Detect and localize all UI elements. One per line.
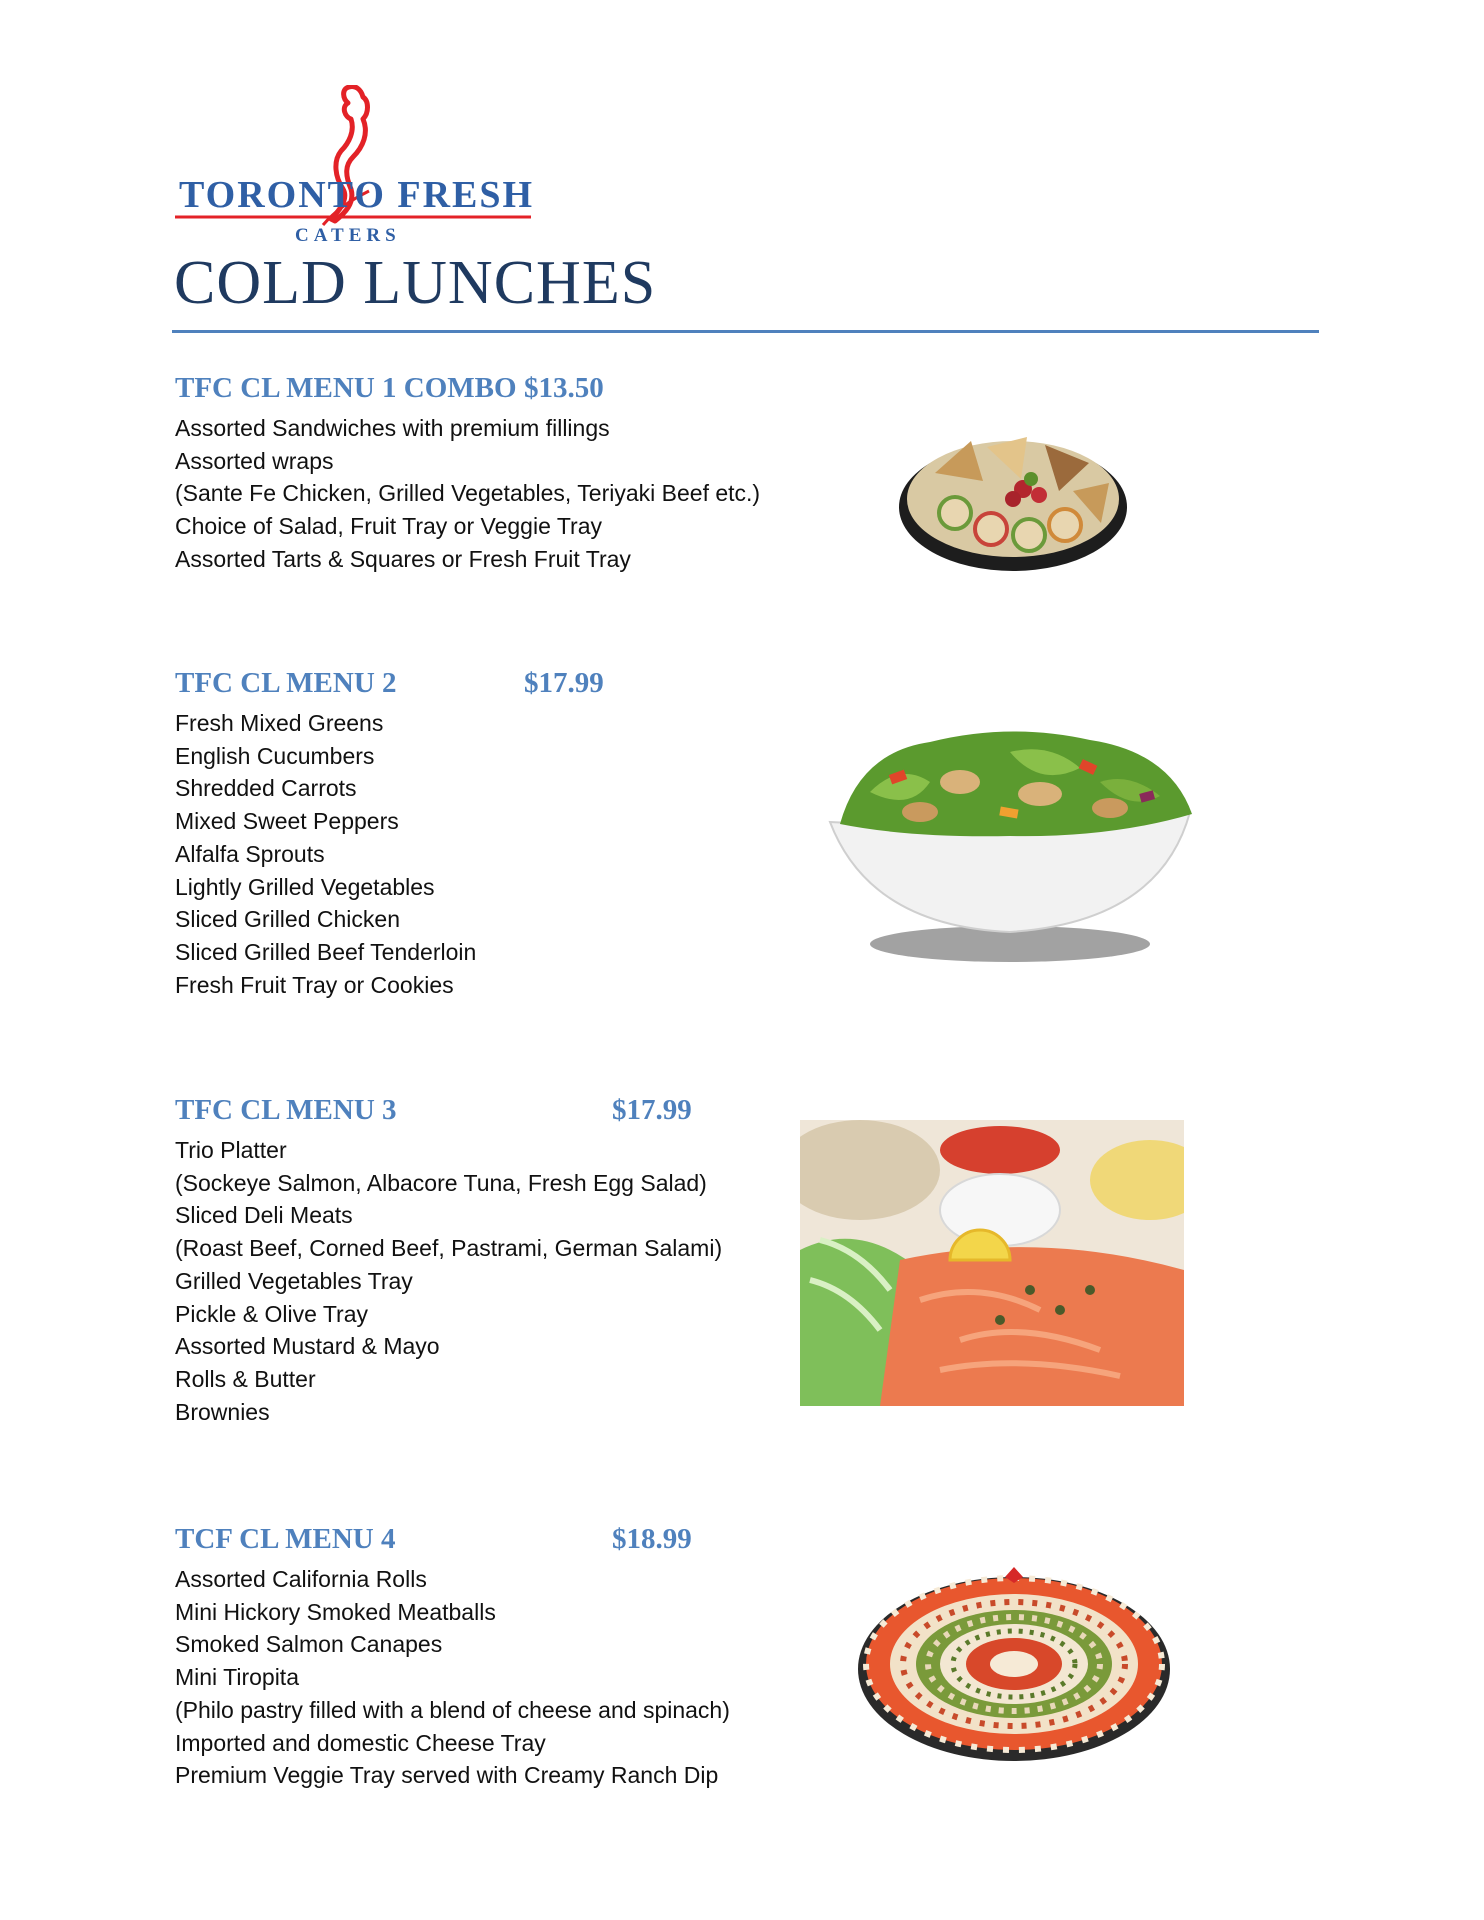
list-item: Mixed Sweet Peppers (175, 808, 399, 835)
menu-4-title: TCF CL MENU 4 (175, 1523, 396, 1555)
sandwich-platter-photo (895, 395, 1130, 575)
menu-3-title: TFC CL MENU 3 (175, 1094, 397, 1126)
brand-logo (173, 85, 535, 250)
list-item: (Sockeye Salmon, Albacore Tuna, Fresh Egg Salad) (175, 1169, 707, 1196)
list-item: Pickle & Olive Tray (175, 1300, 368, 1327)
list-item: Assorted Mustard & Mayo (175, 1333, 440, 1360)
menu-4-items (175, 1563, 730, 1792)
list-item: Assorted Tarts & Squares or Fresh Fruit Tray (175, 545, 631, 572)
list-item: Alfalfa Sprouts (175, 840, 325, 867)
list-item: Mini Hickory Smoked Meatballs (175, 1598, 496, 1625)
list-item: Fresh Fruit Tray or Cookies (175, 971, 454, 998)
list-item: (Sante Fe Chicken, Grilled Vegetables, Teriyaki Beef etc.) (175, 480, 761, 507)
list-item: (Philo pastry filled with a blend of cheese and spinach) (175, 1696, 730, 1723)
menu-2-items (175, 707, 476, 1001)
menu-2-title: TFC CL MENU 2 (175, 667, 397, 699)
menu-4-price: $18.99 (612, 1523, 692, 1555)
smoked-salmon-platter-photo (800, 1120, 1184, 1406)
list-item: Smoked Salmon Canapes (175, 1631, 443, 1658)
brand-wordmark: TORONTO FRESH (179, 174, 535, 216)
list-item: Premium Veggie Tray served with Creamy Ranch Dip (175, 1762, 719, 1789)
list-item: Sliced Grilled Chicken (175, 906, 400, 933)
list-item: Imported and domestic Cheese Tray (175, 1729, 546, 1756)
list-item: Lightly Grilled Vegetables (175, 873, 435, 900)
menu-2-price: $17.99 (524, 667, 604, 699)
list-item: Trio Platter (175, 1137, 287, 1163)
list-item: Sliced Grilled Beef Tenderloin (175, 938, 477, 965)
menu-3-price: $17.99 (612, 1094, 692, 1126)
brand-caters: CATERS (295, 225, 401, 246)
list-item: Mini Tiropita (175, 1664, 299, 1691)
title-divider (172, 330, 1319, 333)
list-item: English Cucumbers (175, 742, 375, 769)
salad-bowl-photo (810, 712, 1205, 967)
list-item: Sliced Deli Meats (175, 1202, 353, 1229)
list-item: Assorted wraps (175, 447, 334, 474)
menu-1-items (175, 412, 760, 576)
menu-1-price: $13.50 (524, 372, 604, 404)
list-item: Shredded Carrots (175, 775, 357, 802)
menu-3-items (175, 1134, 722, 1428)
menu-1-title: TFC CL MENU 1 COMBO (175, 372, 517, 404)
sushi-platter-photo (855, 1565, 1173, 1763)
page-title: COLD LUNCHES (174, 249, 657, 317)
list-item: Fresh Mixed Greens (175, 710, 384, 736)
list-item: (Roast Beef, Corned Beef, Pastrami, German Salami) (175, 1235, 723, 1262)
list-item: Grilled Vegetables Tray (175, 1267, 413, 1294)
list-item: Assorted California Rolls (175, 1566, 427, 1592)
list-item: Brownies (175, 1398, 270, 1425)
list-item: Assorted Sandwiches with premium fillings (175, 415, 610, 441)
list-item: Rolls & Butter (175, 1365, 316, 1392)
list-item: Choice of Salad, Fruit Tray or Veggie Tray (175, 513, 602, 540)
